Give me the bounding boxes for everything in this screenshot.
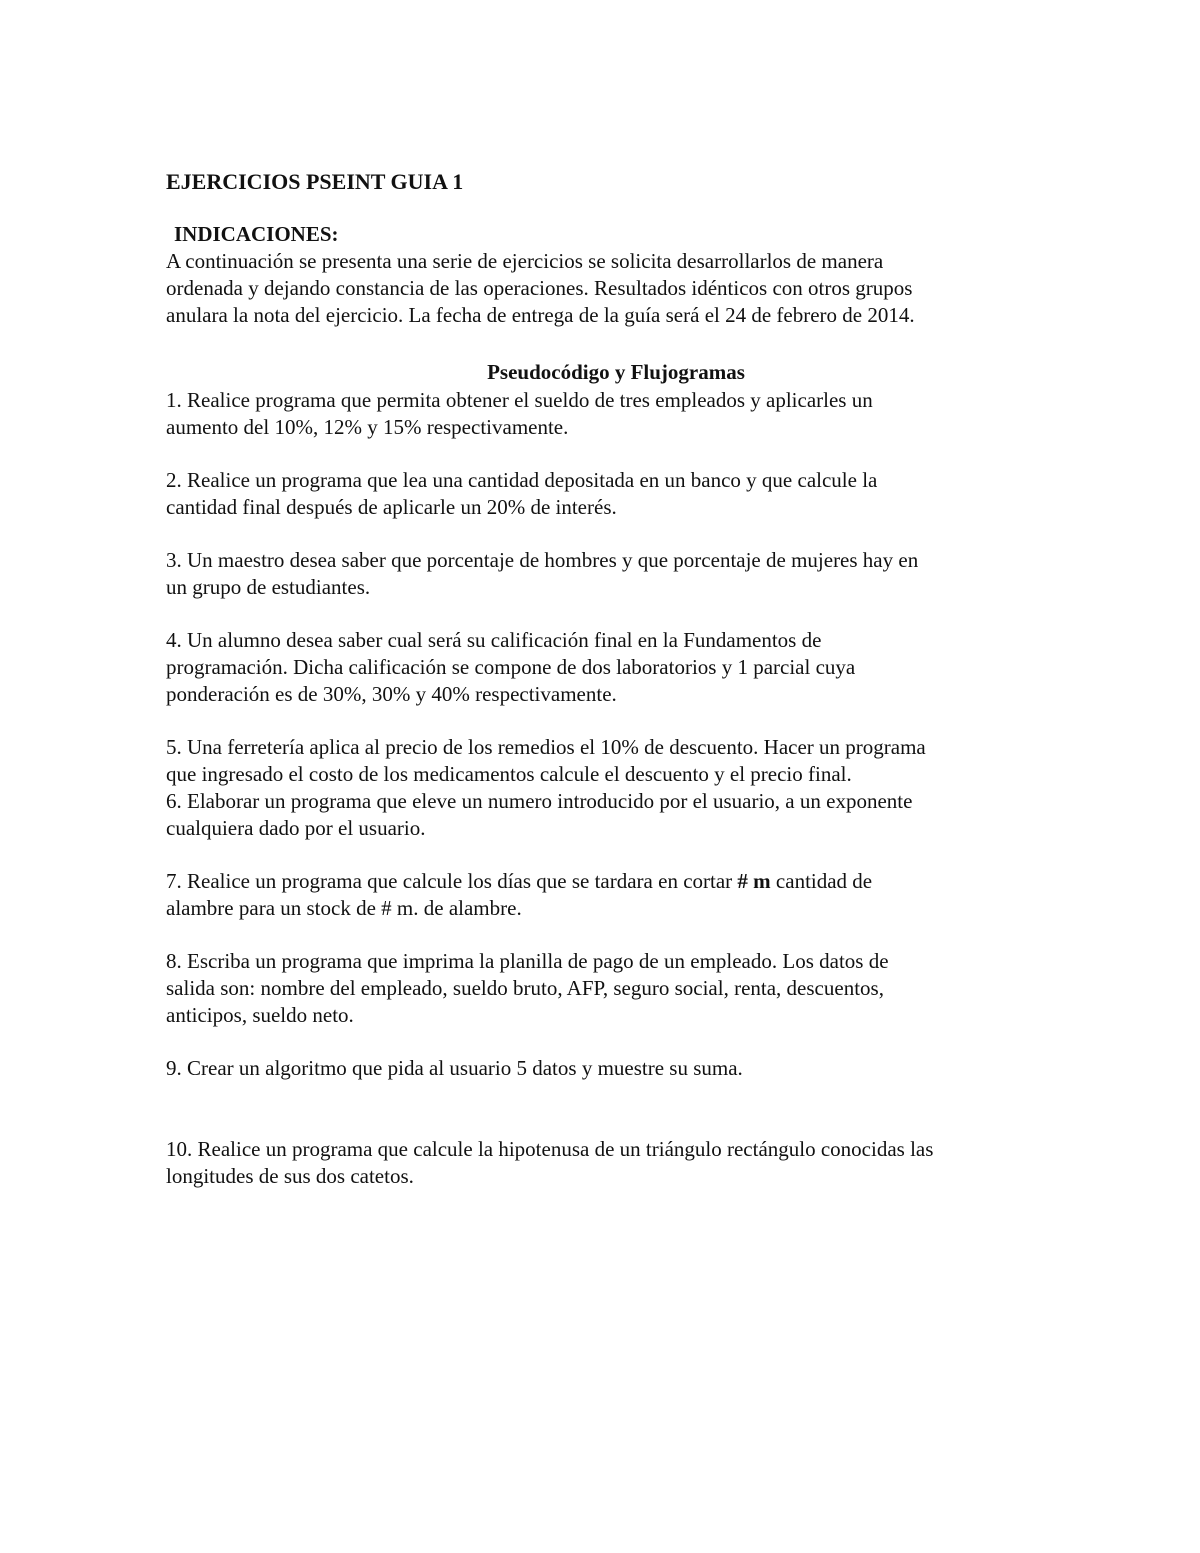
exercise-line: longitudes de sus dos catetos. [166, 1164, 414, 1188]
exercise-line: 1. Realice programa que permita obtener el sueldo de tres empleados y aplicarles un [166, 388, 873, 412]
exercise-line: 3. Un maestro desea saber que porcentaje de hombres y que porcentaje de mujeres hay en [166, 548, 919, 572]
exercise-5 [166, 734, 1066, 788]
section-heading: Pseudocódigo y Flujogramas [487, 360, 745, 384]
exercise-line: 10. Realice un programa que calcule la hipotenusa de un triángulo rectángulo conocidas las [166, 1137, 934, 1161]
indications-label: INDICACIONES: [174, 222, 339, 246]
exercise-line: programación. Dicha calificación se compone de dos laboratorios y 1 parcial cuya [166, 655, 856, 679]
exercise-emphasis: # m [737, 869, 771, 893]
exercise-7 [166, 868, 1066, 922]
exercise-line: 6. Elaborar un programa que eleve un numero introducido por el usuario, a un exponente [166, 789, 913, 813]
exercise-line: 9. Crear un algoritmo que pida al usuario 5 datos y muestre su suma. [166, 1056, 743, 1080]
exercise-line: 2. Realice un programa que lea una cantidad depositada en un banco y que calcule la [166, 468, 878, 492]
exercise-line: 4. Un alumno desea saber cual será su calificación final en la Fundamentos de [166, 628, 822, 652]
exercise-line: cantidad final después de aplicarle un 20% de interés. [166, 495, 617, 519]
exercise-line: un grupo de estudiantes. [166, 575, 371, 599]
document-title: EJERCICIOS PSEINT GUIA 1 [166, 169, 464, 194]
exercise-text: 7. Realice un programa que calcule los días que se tardara en cortar [166, 869, 738, 893]
exercise-line: aumento del 10%, 12% y 15% respectivamente. [166, 415, 569, 439]
exercise-9 [166, 1055, 1066, 1082]
intro-line: A continuación se presenta una serie de ejercicios se solicita desarrollarlos de manera [166, 249, 884, 273]
exercise-6 [166, 788, 1066, 842]
intro-line: ordenada y dejando constancia de las operaciones. Resultados idénticos con otros grupos [166, 276, 913, 300]
exercise-line: anticipos, sueldo neto. [166, 1003, 354, 1027]
exercise-4 [166, 627, 1066, 708]
exercise-line: alambre para un stock de # m. de alambre. [166, 896, 522, 920]
exercise-1 [166, 387, 1066, 441]
intro-paragraph [166, 248, 1066, 329]
exercise-line: 5. Una ferretería aplica al precio de los remedios el 10% de descuento. Hacer un programa [166, 735, 926, 759]
exercise-line: que ingresado el costo de los medicamentos calcule el descuento y el precio final. [166, 762, 852, 786]
exercise-line [166, 868, 1066, 895]
document-body [166, 167, 1066, 1190]
exercise-8 [166, 948, 1066, 1029]
exercise-line: ponderación es de 30%, 30% y 40% respectivamente. [166, 682, 617, 706]
exercise-line: 8. Escriba un programa que imprima la planilla de pago de un empleado. Los datos de [166, 949, 889, 973]
exercise-text: cantidad de [770, 869, 873, 893]
exercise-line: cualquiera dado por el usuario. [166, 816, 426, 840]
exercise-2 [166, 467, 1066, 521]
exercise-3 [166, 547, 1066, 601]
exercise-10 [166, 1136, 1066, 1190]
intro-line: anulara la nota del ejercicio. La fecha de entrega de la guía será el 24 de febrero de 2014. [166, 303, 915, 327]
exercise-line: salida son: nombre del empleado, sueldo bruto, AFP, seguro social, renta, descuentos, [166, 976, 884, 1000]
